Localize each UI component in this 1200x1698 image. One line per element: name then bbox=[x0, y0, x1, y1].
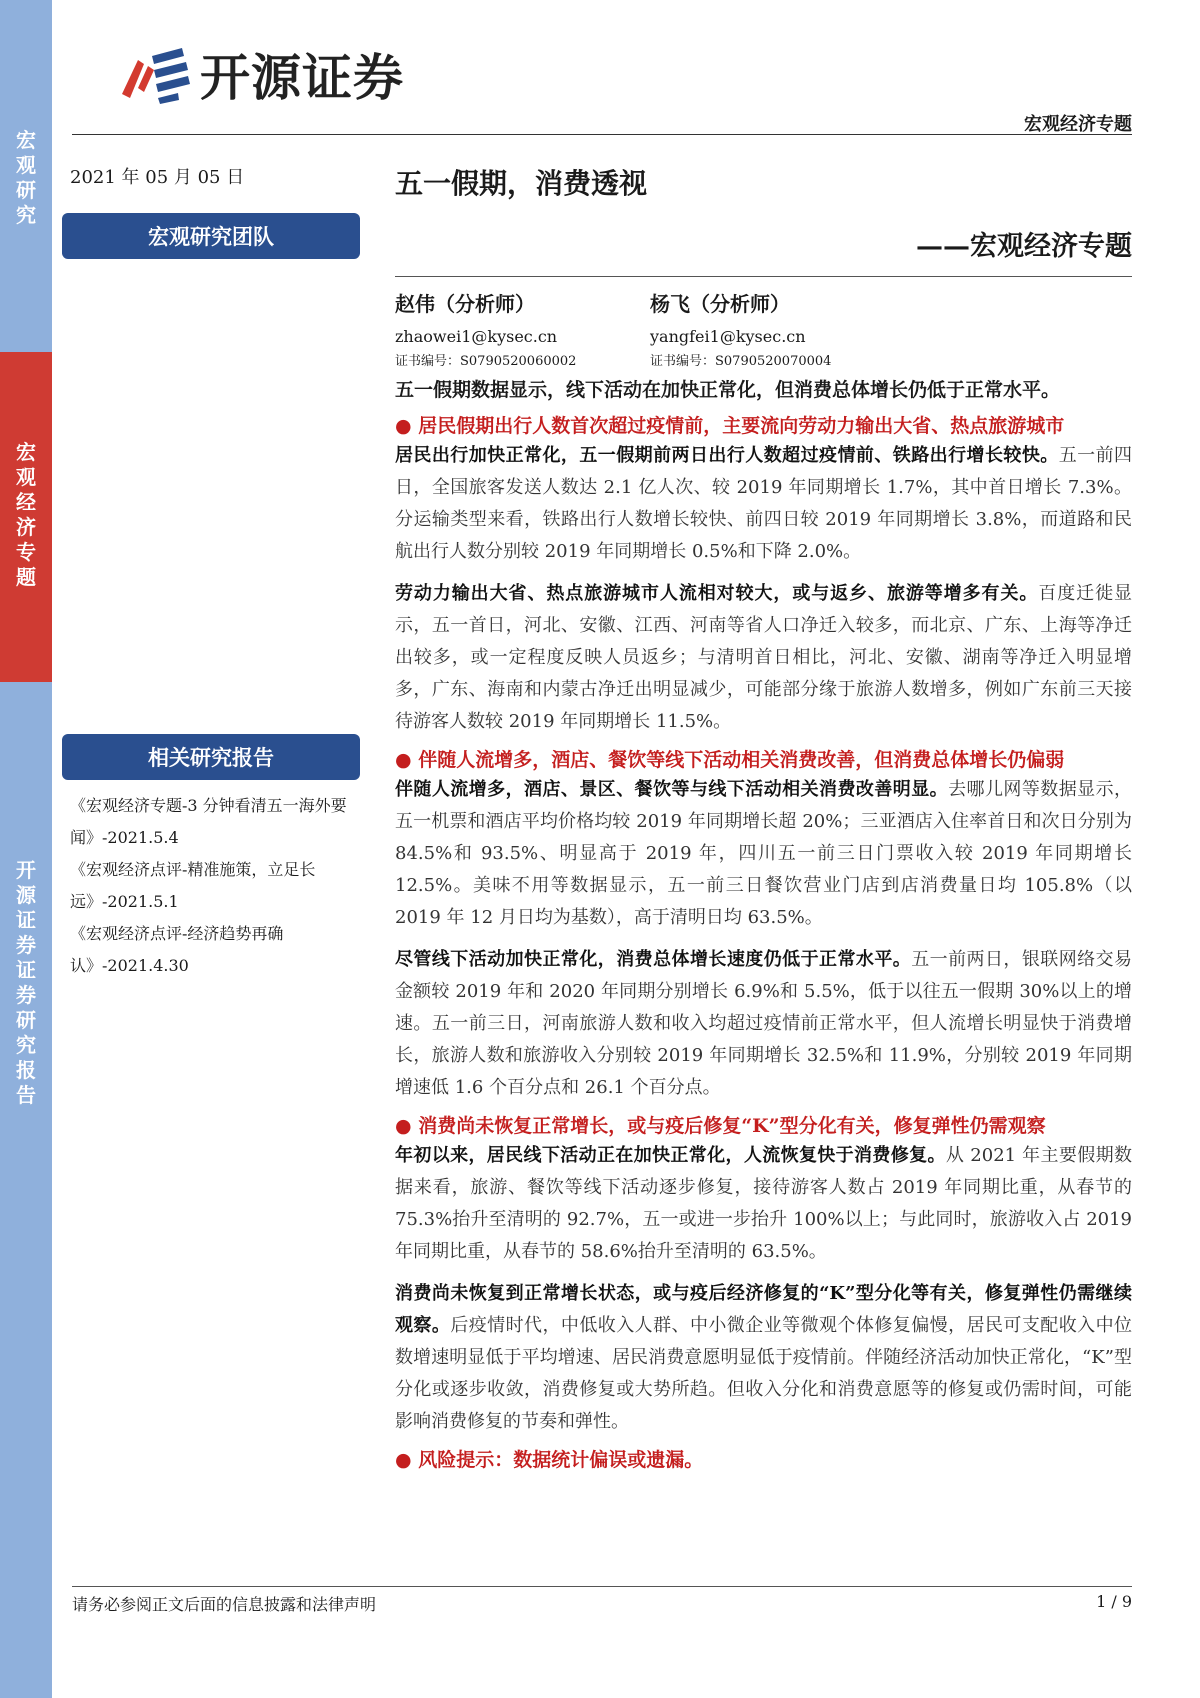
analyst-name: 赵伟（分析师） bbox=[395, 292, 535, 316]
lead-summary: 五一假期数据显示，线下活动在加快正常化，但消费总体增长仍低于正常水平。 bbox=[395, 379, 1061, 401]
paragraph bbox=[395, 944, 1132, 1104]
paragraph-lead: 劳动力输出大省、热点旅游城市人流相对较大，或与返乡、旅游等增多有关。 bbox=[395, 583, 1039, 604]
analyst-email[interactable]: zhaowei1@kysec.cn bbox=[395, 327, 558, 346]
paragraph-text: 后疫情时代，中低收入人群、中小微企业等微观个体修复偏慢，居民可支配收入中位数增速明显低于平均增速、居民消费意愿明显低于疫情前。伴随经济活动加快正常化，“K”型分化或逐步收敛，消费修复或大势所趋。但收入分化和消费意愿等的修复或仍需时间，可能影响消费修复的节奏和弹性。 bbox=[395, 1315, 1133, 1432]
side-label-mid: 宏观经济专题 bbox=[16, 440, 36, 589]
header-divider bbox=[72, 134, 1132, 135]
footer-disclaimer: 请务必参阅正文后面的信息披露和法律声明 bbox=[72, 1595, 377, 1614]
brand-logo bbox=[108, 40, 404, 108]
related-report-item[interactable]: 《宏观经济点评-精准施策，立足长远》-2021.5.1 bbox=[70, 860, 316, 911]
brand-name: 开源证券 bbox=[200, 49, 404, 107]
analyst-email[interactable]: yangfei1@kysec.cn bbox=[650, 327, 806, 346]
paragraph-lead: 年初以来，居民线下活动正在加快正常化，人流恢复快于消费修复。 bbox=[395, 1145, 946, 1166]
team-tab: 宏观研究团队 bbox=[62, 213, 360, 259]
related-report-item[interactable]: 《宏观经济专题-3 分钟看清五一海外要闻》-2021.5.4 bbox=[70, 796, 347, 847]
section-heading: ● 伴随人流增多，酒店、餐饮等线下活动相关消费改善，但消费总体增长仍偏弱 bbox=[395, 749, 1065, 771]
paragraph bbox=[395, 774, 1132, 934]
analyst-card bbox=[650, 288, 831, 369]
report-body bbox=[395, 376, 1132, 1474]
side-strip bbox=[0, 0, 52, 1698]
paragraph bbox=[395, 1140, 1132, 1268]
analyst-card bbox=[395, 288, 576, 369]
paragraph bbox=[395, 440, 1132, 568]
paragraph-text: 五一前两日，银联网络交易金额较 2019 年和 2020 年同期分别增长 6.9%和 5.5%，低于以往五一假期 30%以上的增速。五一前三日，河南旅游人数和收入均超过疫情前正常水平，但人流增长明显快于消费增长，旅游人数和旅游收入分别较 2019 年同期增长 32.5%和 11.9%，分别较 2019 年同期增速低 1.6 个百分点和 26.1 个百分点。 bbox=[395, 949, 1132, 1098]
paragraph-lead: 尽管线下活动加快正常化，消费总体增长速度仍低于正常水平。 bbox=[395, 949, 912, 970]
footer-divider bbox=[72, 1586, 1132, 1587]
paragraph bbox=[395, 1278, 1132, 1438]
side-label-bottom: 开源证券 证券研究报告 bbox=[16, 858, 36, 1107]
paragraph-text: 五一前四日，全国旅客发送人数达 2.1 亿人次、较 2019 年同期增长 1.7%，其中首日增长 7.3%。分运输类型来看，铁路出行人数增长较快、前四日较 2019 年同期增长 3.8%，而道路和民航出行人数分别较 2019 年同期增长 0.5%和下降 2.0%。 bbox=[395, 445, 1133, 562]
title-divider bbox=[395, 276, 1132, 277]
section-heading: ● 消费尚未恢复正常增长，或与疫后修复“K”型分化有关，修复弹性仍需观察 bbox=[395, 1115, 1046, 1137]
related-report-item[interactable]: 《宏观经济点评-经济趋势再确认》-2021.4.30 bbox=[70, 924, 284, 975]
paragraph-text: 从 2021 年主要假期数据来看，旅游、餐饮等线下活动逐步修复，接待游客人数占 2019 年同期比重，从春节的 75.3%抬升至清明的 92.7%，五一或进一步抬升 100%以上；与此同时，旅游收入占 2019 年同期比重，从春节的 58.6%抬升至清明的 63.5%。 bbox=[395, 1145, 1132, 1262]
page-number: 1 / 9 bbox=[1096, 1592, 1132, 1611]
section-heading: ● 居民假期出行人数首次超过疫情前，主要流向劳动力输出大省、热点旅游城市 bbox=[395, 415, 1065, 437]
brand-logo-icon bbox=[108, 40, 194, 108]
report-date: 2021 年 05 月 05 日 bbox=[70, 167, 245, 188]
related-reports-tab: 相关研究报告 bbox=[62, 734, 360, 780]
paragraph-text: 去哪儿网等数据显示，五一机票和酒店平均价格均较 2019 年同期增长超 20%；三亚酒店入住率首日和次日分别为 84.5%和 93.5%、明显高于 2019 年，四川五一前三日门票收入较 2019 年同期增长 12.5%。美味不用等数据显示，五一前三日餐饮营业门店到店消费量日均 105.8%（以 2019 年 12 月日均为基数），高于清明日均 63.5%。 bbox=[395, 779, 1133, 928]
paragraph-lead: 居民出行加快正常化，五一假期前两日出行人数超过疫情前、铁路出行增长较快。 bbox=[395, 445, 1059, 466]
side-label-top: 宏观研究 bbox=[16, 128, 36, 227]
paragraph-lead: 消费尚未恢复到正常增长状态，或与疫后经济修复的“K”型分化等有关，修复弹性仍需继续观察。 bbox=[395, 1283, 1132, 1336]
analyst-cert: 证书编号：S0790520070004 bbox=[650, 354, 832, 369]
paragraph-lead: 伴随人流增多，酒店、景区、餐饮等与线下活动相关消费改善明显。 bbox=[395, 779, 949, 800]
paragraph-text: 百度迁徙显示，五一首日，河北、安徽、江西、河南等省人口净迁入较多，而北京、广东、上海等净迁出较多，或一定程度反映人员返乡；与清明首日相比，河北、安徽、湖南等净迁入明显增多，广东、海南和内蒙古净迁出明显减少，可能部分缘于旅游人数增多，例如广东前三天接待游客人数较 2019 年同期增长 11.5%。 bbox=[395, 583, 1132, 732]
paragraph bbox=[395, 578, 1132, 738]
header-tag: 宏观经济专题 bbox=[1024, 114, 1132, 135]
analyst-cert: 证书编号：S0790520060002 bbox=[395, 354, 577, 369]
risk-warning: ● 风险提示：数据统计偏误或遗漏。 bbox=[395, 1449, 704, 1471]
report-subtitle: ——宏观经济专题 bbox=[916, 231, 1132, 262]
report-title: 五一假期，消费透视 bbox=[395, 167, 648, 200]
analyst-name: 杨飞（分析师） bbox=[650, 292, 790, 316]
related-reports-list bbox=[70, 790, 370, 982]
